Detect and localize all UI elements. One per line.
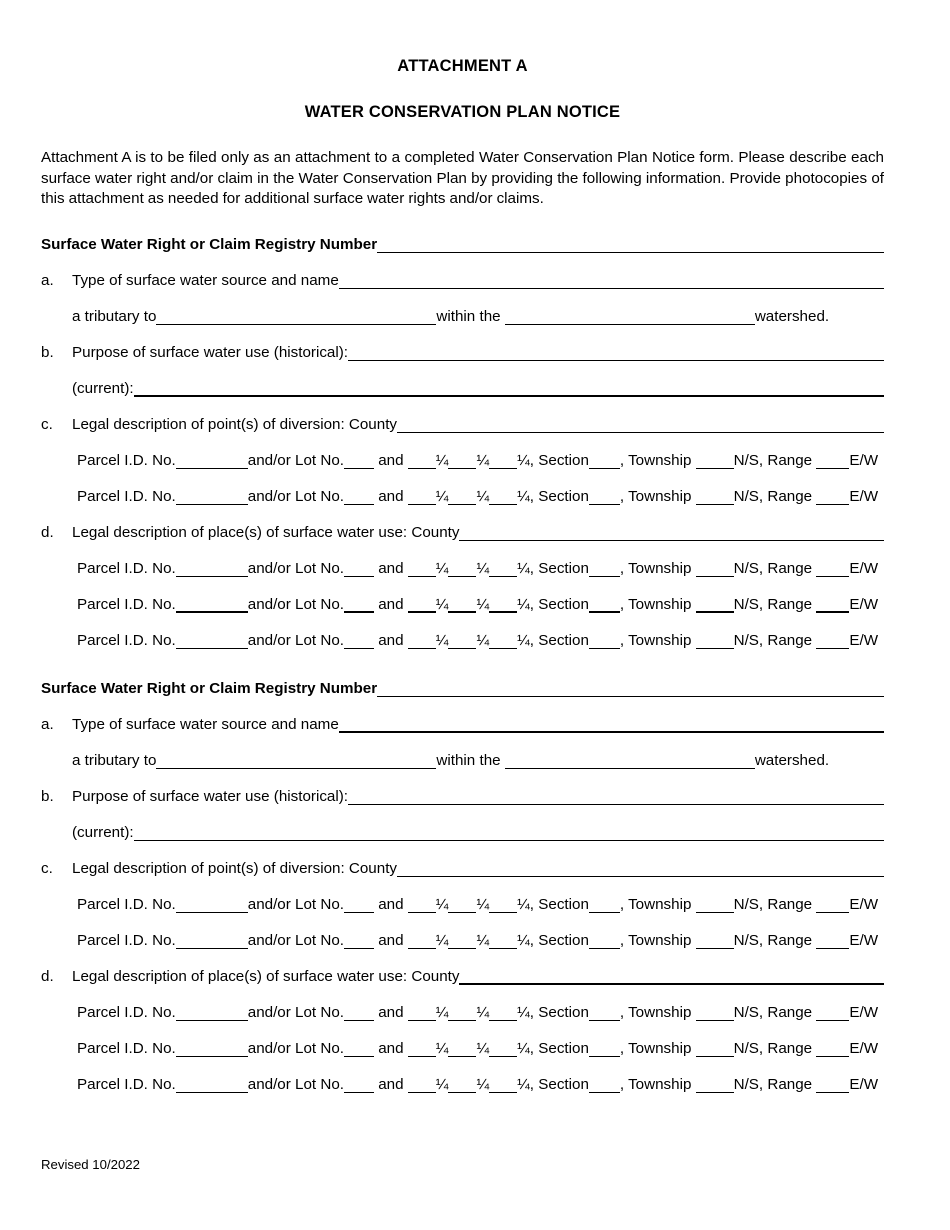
item-b-label: Purpose of surface water use (historical): xyxy=(72,787,349,805)
range-input[interactable] xyxy=(816,1079,849,1093)
item-b-label: Purpose of surface water use (historical): xyxy=(72,343,349,361)
parcel-row xyxy=(41,445,884,470)
quarter-3-label: ¼ xyxy=(517,631,530,649)
lot-no-input[interactable] xyxy=(344,1007,374,1021)
quarter-3-label: ¼ xyxy=(517,451,530,469)
ns-range-label: N/S, Range xyxy=(733,451,817,469)
parcel-id-input[interactable] xyxy=(176,491,248,505)
item-marker-a: a. xyxy=(41,715,54,733)
quarter-3-label: ¼ xyxy=(517,1039,530,1057)
revision-footer: Revised 10/2022 xyxy=(41,1157,140,1172)
range-input[interactable] xyxy=(816,563,849,577)
township-label: , Township xyxy=(619,931,696,949)
item-a-2 xyxy=(41,709,884,734)
and-label: and xyxy=(374,1075,408,1093)
quarter-2-input[interactable] xyxy=(448,1043,476,1057)
diversion-county-input-1[interactable] xyxy=(397,419,884,433)
quarter-3-label: ¼ xyxy=(517,487,530,505)
item-d-label: Legal description of place(s) of surface water use: County xyxy=(72,967,460,985)
and-label: and xyxy=(374,487,408,505)
diversion-county-input-2[interactable] xyxy=(397,863,884,877)
quarter-1-label: ¼ xyxy=(435,1003,449,1021)
tributary-input-1[interactable] xyxy=(156,311,436,325)
section-label: , Section xyxy=(529,487,589,505)
section-input[interactable] xyxy=(589,899,620,913)
item-d-1 xyxy=(41,517,884,542)
section-label: , Section xyxy=(529,631,589,649)
section-label: , Section xyxy=(529,1039,589,1057)
item-marker-c: c. xyxy=(41,859,53,877)
ew-label: E/W xyxy=(849,1039,879,1057)
parcel-id-input[interactable] xyxy=(176,935,248,949)
source-and-name-input-1[interactable] xyxy=(339,275,884,289)
lot-no-label: and/or Lot No. xyxy=(247,1039,344,1057)
township-input[interactable] xyxy=(696,563,734,577)
quarter-1-label: ¼ xyxy=(435,931,449,949)
current-label: (current): xyxy=(72,379,134,397)
quarter-1-input[interactable] xyxy=(408,635,436,649)
current-row-1 xyxy=(41,373,884,398)
section-input[interactable] xyxy=(589,598,620,613)
quarter-1-label: ¼ xyxy=(435,1039,449,1057)
registry-number-input-2[interactable] xyxy=(377,683,884,697)
parcel-id-input[interactable] xyxy=(176,899,248,913)
quarter-2-input[interactable] xyxy=(448,1007,476,1021)
and-label: and xyxy=(374,931,408,949)
ew-label: E/W xyxy=(849,487,879,505)
quarter-1-input[interactable] xyxy=(408,1007,436,1021)
source-and-name-input-2[interactable] xyxy=(339,718,884,733)
parcel-row xyxy=(41,889,884,914)
quarter-1-label: ¼ xyxy=(435,895,449,913)
and-label: and xyxy=(374,1039,408,1057)
item-marker-b: b. xyxy=(41,787,54,805)
quarter-1-input[interactable] xyxy=(408,455,436,469)
quarter-3-label: ¼ xyxy=(517,1075,530,1093)
quarter-2-input[interactable] xyxy=(448,455,476,469)
lot-no-input[interactable] xyxy=(344,455,374,469)
section-label: , Section xyxy=(529,1003,589,1021)
place-of-use-county-input-1[interactable] xyxy=(459,527,884,541)
quarter-2-label: ¼ xyxy=(476,451,490,469)
lot-no-input[interactable] xyxy=(344,1043,374,1057)
quarter-2-label: ¼ xyxy=(476,1039,490,1057)
ns-range-label: N/S, Range xyxy=(733,1039,817,1057)
quarter-2-input[interactable] xyxy=(448,563,476,577)
quarter-3-input[interactable] xyxy=(489,563,517,577)
and-label: and xyxy=(374,595,408,613)
parcel-id-label: Parcel I.D. No. xyxy=(77,1039,176,1057)
quarter-3-input[interactable] xyxy=(489,899,517,913)
registry-number-label: Surface Water Right or Claim Registry Number xyxy=(41,235,378,253)
ew-label: E/W xyxy=(849,631,879,649)
lot-no-input[interactable] xyxy=(344,1079,374,1093)
purpose-historical-input-1[interactable] xyxy=(348,347,884,361)
document-title-notice: WATER CONSERVATION PLAN NOTICE xyxy=(304,103,621,121)
range-input[interactable] xyxy=(816,935,849,949)
ns-range-label: N/S, Range xyxy=(733,559,817,577)
section-label: , Section xyxy=(529,895,589,913)
township-input[interactable] xyxy=(696,1079,734,1093)
quarter-1-label: ¼ xyxy=(435,595,449,613)
parcel-id-input[interactable] xyxy=(176,635,248,649)
ew-label: E/W xyxy=(849,1003,879,1021)
township-label: , Township xyxy=(619,451,696,469)
water-right-section-1 xyxy=(41,229,884,650)
lot-no-input[interactable] xyxy=(344,491,374,505)
item-d-2 xyxy=(41,961,884,986)
parcel-row xyxy=(41,1033,884,1058)
quarter-3-input[interactable] xyxy=(489,491,517,505)
township-label: , Township xyxy=(619,631,696,649)
quarter-1-label: ¼ xyxy=(435,559,449,577)
and-label: and xyxy=(374,1003,408,1021)
tributary-label: a tributary to xyxy=(72,307,157,325)
quarter-3-input[interactable] xyxy=(489,1079,517,1093)
lot-no-label: and/or Lot No. xyxy=(247,487,344,505)
within-the-label: within the xyxy=(436,751,505,769)
registry-number-heading-2 xyxy=(41,673,884,698)
quarter-3-label: ¼ xyxy=(517,931,530,949)
parcel-row xyxy=(41,997,884,1022)
quarter-3-input[interactable] xyxy=(489,455,517,469)
section-input[interactable] xyxy=(589,1007,620,1021)
quarter-3-input[interactable] xyxy=(489,935,517,949)
range-input[interactable] xyxy=(816,491,849,505)
ns-range-label: N/S, Range xyxy=(733,595,817,613)
parcel-id-input[interactable] xyxy=(176,598,248,613)
township-label: , Township xyxy=(619,487,696,505)
current-label: (current): xyxy=(72,823,134,841)
range-input[interactable] xyxy=(816,1043,849,1057)
quarter-1-label: ¼ xyxy=(435,631,449,649)
and-label: and xyxy=(374,631,408,649)
section-input[interactable] xyxy=(589,563,620,577)
section-label: , Section xyxy=(529,595,589,613)
parcel-id-label: Parcel I.D. No. xyxy=(77,895,176,913)
quarter-2-input[interactable] xyxy=(448,635,476,649)
section-label: , Section xyxy=(529,931,589,949)
item-a-1 xyxy=(41,265,884,290)
tributary-input-2[interactable] xyxy=(156,755,436,769)
parcel-id-input[interactable] xyxy=(176,563,248,577)
item-a-label: Type of surface water source and name xyxy=(72,715,339,733)
quarter-2-label: ¼ xyxy=(476,487,490,505)
and-label: and xyxy=(374,559,408,577)
item-marker-d: d. xyxy=(41,523,54,541)
township-label: , Township xyxy=(619,1039,696,1057)
quarter-3-label: ¼ xyxy=(517,595,530,613)
parcel-row xyxy=(41,925,884,950)
parcel-row xyxy=(41,481,884,506)
ew-label: E/W xyxy=(849,595,879,613)
purpose-current-input-1[interactable] xyxy=(134,382,884,397)
parcel-row xyxy=(41,1069,884,1094)
lot-no-input[interactable] xyxy=(344,935,374,949)
quarter-1-input[interactable] xyxy=(408,935,436,949)
ew-label: E/W xyxy=(849,451,879,469)
lot-no-input[interactable] xyxy=(344,635,374,649)
township-input[interactable] xyxy=(696,935,734,949)
registry-number-label: Surface Water Right or Claim Registry Number xyxy=(41,679,378,697)
ew-label: E/W xyxy=(849,559,879,577)
quarter-2-label: ¼ xyxy=(476,1003,490,1021)
quarter-3-label: ¼ xyxy=(517,1003,530,1021)
ns-range-label: N/S, Range xyxy=(733,1003,817,1021)
item-c-1 xyxy=(41,409,884,434)
watershed-label: watershed. xyxy=(754,751,830,769)
section-label: , Section xyxy=(529,451,589,469)
section-input[interactable] xyxy=(589,1079,620,1093)
ew-label: E/W xyxy=(849,895,879,913)
township-input[interactable] xyxy=(696,455,734,469)
range-input[interactable] xyxy=(816,455,849,469)
parcel-id-input[interactable] xyxy=(176,1079,248,1093)
quarter-1-label: ¼ xyxy=(435,1075,449,1093)
lot-no-label: and/or Lot No. xyxy=(247,451,344,469)
current-row-2 xyxy=(41,817,884,842)
ew-label: E/W xyxy=(849,1075,879,1093)
document-title-attachment: ATTACHMENT A xyxy=(397,57,528,75)
item-b-2 xyxy=(41,781,884,806)
lot-no-label: and/or Lot No. xyxy=(247,1075,344,1093)
township-label: , Township xyxy=(619,895,696,913)
item-marker-a: a. xyxy=(41,271,54,289)
township-label: , Township xyxy=(619,595,696,613)
quarter-2-input[interactable] xyxy=(448,1079,476,1093)
purpose-historical-input-2[interactable] xyxy=(348,791,884,805)
quarter-2-label: ¼ xyxy=(476,559,490,577)
item-d-label: Legal description of place(s) of surface water use: County xyxy=(72,523,460,541)
section-input[interactable] xyxy=(589,935,620,949)
ns-range-label: N/S, Range xyxy=(733,631,817,649)
lot-no-label: and/or Lot No. xyxy=(247,559,344,577)
parcel-id-label: Parcel I.D. No. xyxy=(77,631,176,649)
township-label: , Township xyxy=(619,1075,696,1093)
range-input[interactable] xyxy=(816,598,849,613)
quarter-2-input[interactable] xyxy=(448,935,476,949)
item-a-label: Type of surface water source and name xyxy=(72,271,339,289)
quarter-1-input[interactable] xyxy=(408,598,436,613)
lot-no-input[interactable] xyxy=(344,899,374,913)
parcel-id-label: Parcel I.D. No. xyxy=(77,931,176,949)
tributary-row-1 xyxy=(41,301,884,326)
range-input[interactable] xyxy=(816,635,849,649)
quarter-3-input[interactable] xyxy=(489,1007,517,1021)
lot-no-input[interactable] xyxy=(344,563,374,577)
and-label: and xyxy=(374,895,408,913)
township-input[interactable] xyxy=(696,1007,734,1021)
range-input[interactable] xyxy=(816,899,849,913)
watershed-input-2[interactable] xyxy=(505,755,755,769)
section-label: , Section xyxy=(529,559,589,577)
item-marker-c: c. xyxy=(41,415,53,433)
parcel-row xyxy=(41,589,884,614)
township-input[interactable] xyxy=(696,899,734,913)
item-b-1 xyxy=(41,337,884,362)
parcel-id-input[interactable] xyxy=(176,455,248,469)
township-input[interactable] xyxy=(696,598,734,613)
quarter-2-input[interactable] xyxy=(448,899,476,913)
within-the-label: within the xyxy=(436,307,505,325)
quarter-3-input[interactable] xyxy=(489,598,517,613)
purpose-current-input-2[interactable] xyxy=(134,827,884,841)
section-input[interactable] xyxy=(589,635,620,649)
quarter-2-input[interactable] xyxy=(448,598,476,613)
ns-range-label: N/S, Range xyxy=(733,1075,817,1093)
item-c-2 xyxy=(41,853,884,878)
township-input[interactable] xyxy=(696,491,734,505)
quarter-2-label: ¼ xyxy=(476,1075,490,1093)
section-label: , Section xyxy=(529,1075,589,1093)
lot-no-label: and/or Lot No. xyxy=(247,1003,344,1021)
township-input[interactable] xyxy=(696,635,734,649)
quarter-1-input[interactable] xyxy=(408,1079,436,1093)
item-marker-b: b. xyxy=(41,343,54,361)
quarter-2-label: ¼ xyxy=(476,631,490,649)
ns-range-label: N/S, Range xyxy=(733,895,817,913)
quarter-3-input[interactable] xyxy=(489,635,517,649)
quarter-1-input[interactable] xyxy=(408,563,436,577)
parcel-row xyxy=(41,553,884,578)
quarter-2-label: ¼ xyxy=(476,895,490,913)
and-label: and xyxy=(374,451,408,469)
ns-range-label: N/S, Range xyxy=(733,487,817,505)
parcel-id-label: Parcel I.D. No. xyxy=(77,451,176,469)
parcel-id-input[interactable] xyxy=(176,1007,248,1021)
watershed-input-1[interactable] xyxy=(505,311,755,325)
form-content xyxy=(41,0,884,1094)
quarter-1-input[interactable] xyxy=(408,1043,436,1057)
township-label: , Township xyxy=(619,559,696,577)
lot-no-input[interactable] xyxy=(344,598,374,613)
watershed-label: watershed. xyxy=(754,307,830,325)
place-of-use-county-input-2[interactable] xyxy=(459,970,884,985)
parcel-id-label: Parcel I.D. No. xyxy=(77,487,176,505)
parcel-row xyxy=(41,625,884,650)
parcel-id-label: Parcel I.D. No. xyxy=(77,559,176,577)
parcel-id-label: Parcel I.D. No. xyxy=(77,1075,176,1093)
lot-no-label: and/or Lot No. xyxy=(247,931,344,949)
tributary-label: a tributary to xyxy=(72,751,157,769)
range-input[interactable] xyxy=(816,1007,849,1021)
parcel-id-input[interactable] xyxy=(176,1043,248,1057)
item-c-label: Legal description of point(s) of diversion: County xyxy=(72,415,398,433)
parcel-id-label: Parcel I.D. No. xyxy=(77,595,176,613)
quarter-3-input[interactable] xyxy=(489,1043,517,1057)
registry-number-input-1[interactable] xyxy=(377,239,884,253)
item-marker-d: d. xyxy=(41,967,54,985)
intro-paragraph: Attachment A is to be filed only as an attachment to a completed Water Conservation Plan Notice form. Please describe each surface water right and/or claim in the Water Conservation Plan by providing the following information. Provide photocopies of this attachment as needed for additional surface water rights and/or claims. xyxy=(41,149,884,207)
quarter-3-label: ¼ xyxy=(517,895,530,913)
quarter-1-input[interactable] xyxy=(408,899,436,913)
quarter-2-label: ¼ xyxy=(476,931,490,949)
quarter-2-input[interactable] xyxy=(448,491,476,505)
water-right-section-2 xyxy=(41,673,884,1094)
township-input[interactable] xyxy=(696,1043,734,1057)
lot-no-label: and/or Lot No. xyxy=(247,595,344,613)
quarter-3-label: ¼ xyxy=(517,559,530,577)
quarter-1-input[interactable] xyxy=(408,491,436,505)
quarter-1-label: ¼ xyxy=(435,487,449,505)
parcel-id-label: Parcel I.D. No. xyxy=(77,1003,176,1021)
registry-number-heading-1 xyxy=(41,229,884,254)
section-input[interactable] xyxy=(589,1043,620,1057)
quarter-1-label: ¼ xyxy=(435,451,449,469)
ew-label: E/W xyxy=(849,931,879,949)
ns-range-label: N/S, Range xyxy=(733,931,817,949)
tributary-row-2 xyxy=(41,745,884,770)
township-label: , Township xyxy=(619,1003,696,1021)
section-input[interactable] xyxy=(589,455,620,469)
lot-no-label: and/or Lot No. xyxy=(247,631,344,649)
item-c-label: Legal description of point(s) of diversion: County xyxy=(72,859,398,877)
lot-no-label: and/or Lot No. xyxy=(247,895,344,913)
quarter-2-label: ¼ xyxy=(476,595,490,613)
section-input[interactable] xyxy=(589,491,620,505)
